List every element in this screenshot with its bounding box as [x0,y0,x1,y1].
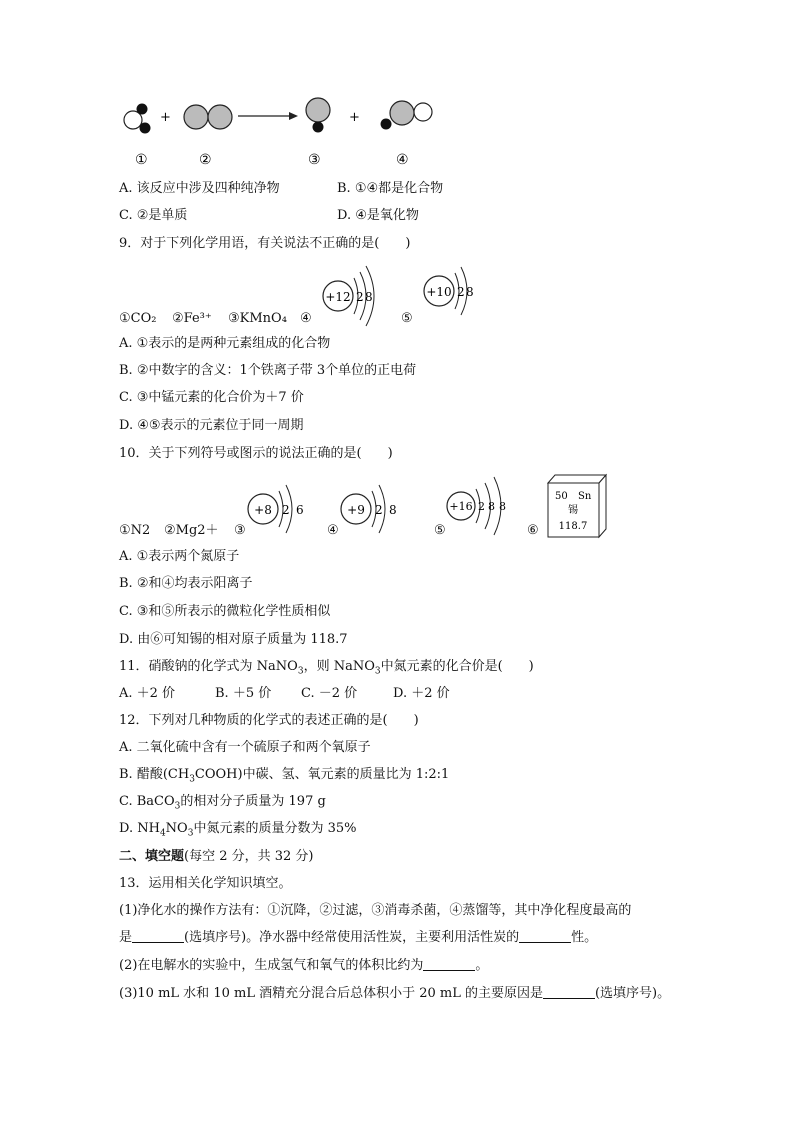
svg-text:+10: +10 [426,285,452,299]
svg-text:8: 8 [499,500,506,513]
q8-option-b: B. ①④都是化合物 [337,181,444,196]
q10-item-label-3: ③ [234,523,246,538]
q13-stem: 13．运用相关化学知识填空。 [119,876,292,891]
q10-element-card [548,475,606,537]
molecule-label-1: ① [135,152,148,168]
q10-atom-3 [248,485,304,533]
svg-text:锡: 锡 [568,505,578,516]
q11-option-c: C. －2 价 [301,686,358,701]
q13-part3: (3)10 mL 水和 10 mL 酒精充分混合后总体积小于 20 mL 的主要原因是 (选填序号)。 [119,986,671,1001]
q9-option-a: A. ①表示的是两种元素组成的化合物 [119,336,331,351]
q12-stem: 12．下列对几种物质的化学式的表述正确的是( ) [119,713,419,728]
q13-part1-line1: (1)净化水的操作方法有：①沉降，②过滤，③消毒杀菌，④蒸馏等，其中净化程度最高的 [119,903,632,918]
molecule-3 [306,98,330,133]
q8-option-a: A. 该反应中涉及四种纯净物 [119,181,280,196]
q13-part1-line2: 是 (选填序号)。净水器中经常使用活性炭，主要利用活性炭的 性。 [119,930,598,945]
q10-item-mg: ②Mg2＋ [164,523,219,538]
section-2-heading: 二、填空题(每空 2 分，共 32 分) [119,849,314,864]
q11-option-b: B. ＋5 价 [215,686,272,701]
q11-option-d: D. ＋2 价 [393,686,450,701]
svg-text:2: 2 [457,285,465,299]
q9-atom-5 [424,267,474,315]
svg-text:+9: +9 [347,503,365,517]
svg-text:8: 8 [365,290,373,304]
svg-text:8: 8 [389,503,397,517]
q10-option-c: C. ③和⑤所表示的微粒化学性质相似 [119,604,331,619]
q10-stem: 10．关于下列符号或图示的说法正确的是( ) [119,446,393,461]
svg-text:+12: +12 [325,290,351,304]
svg-text:8: 8 [488,500,495,513]
q9-option-c: C. ③中锰元素的化合价为＋7 价 [119,390,304,405]
molecule-2 [184,105,232,129]
q9-option-d: D. ④⑤表示的元素位于同一周期 [119,418,304,433]
svg-text:2: 2 [478,500,485,513]
plus-sign-2: + [349,110,360,125]
svg-text:2: 2 [356,290,364,304]
q9-item-kmno4: ③KMnO₄ [228,311,287,326]
q12-option-d: D. $NH_4NO_3$中氮元素的质量分数为 35% [119,821,357,839]
molecule-label-4: ④ [396,152,409,168]
svg-text:118.7: 118.7 [558,521,588,532]
q8-option-d: D. ④是氧化物 [337,208,419,223]
q11-option-a: A. ＋2 价 [119,686,176,701]
svg-text:+8: +8 [254,503,272,517]
q9-option-b: B. ②中数字的含义：1个铁离子带 3个单位的正电荷 [119,363,417,378]
svg-text:8: 8 [466,285,474,299]
q10-item-label-6: ⑥ [527,523,539,538]
q11-stem: 11．硝酸钠的化学式为 NaNO$_3$，则 NaNO$_3$中氮元素的化合价是( ) [119,659,534,677]
q13-part2: (2)在电解水的实验中，生成氢气和氧气的体积比约为 。 [119,958,489,973]
plus-sign-1: + [160,110,171,125]
reaction-diagram [0,0,794,175]
q10-option-a: A. ①表示两个氮原子 [119,549,240,564]
q10-atom-4 [341,485,397,533]
q9-atom-4 [323,266,374,326]
q10-atom-5 [447,477,506,535]
q8-option-c: C. ②是单质 [119,208,188,223]
svg-text:6: 6 [296,503,304,517]
svg-text:2: 2 [282,503,290,517]
q12-option-b: B. 醋酸$(CH_3COOH)$中碳、氢、氧元素的质量比为 1:2:1 [119,767,450,785]
q10-item-label-4: ④ [327,523,339,538]
molecule-label-3: ③ [308,152,321,168]
q10-option-b: B. ②和④均表示阳离子 [119,576,253,591]
q10-item-label-5: ⑤ [434,523,446,538]
q9-atom-diagrams [0,262,794,342]
svg-text:50: 50 [555,491,568,502]
molecule-4 [381,101,433,130]
q9-item-fe: ②Fe³⁺ [172,311,212,326]
q9-item-label-5: ⑤ [401,311,413,326]
answer-blank[interactable] [132,930,184,943]
answer-blank[interactable] [519,930,571,943]
q9-stem: 9．对于下列化学用语，有关说法不正确的是( ) [119,236,411,251]
molecule-1 [124,104,151,134]
reaction-arrow [238,112,298,120]
q12-option-c: C. BaCO$_3$的相对分子质量为 197 g [119,794,326,812]
molecule-label-2: ② [199,152,212,168]
answer-blank[interactable] [543,986,595,999]
svg-text:2: 2 [375,503,383,517]
svg-text:+16: +16 [449,500,473,513]
q10-option-d: D. 由⑥可知锡的相对原子质量为 118.7 [119,632,348,647]
q12-option-a: A. 二氧化硫中含有一个硫原子和两个氧原子 [119,740,371,755]
q10-item-n2: ①N2 [119,523,151,538]
q9-item-label-4: ④ [300,311,312,326]
answer-blank[interactable] [423,958,475,971]
svg-text:Sn: Sn [578,491,592,502]
q9-item-co2: ①CO₂ [119,311,157,326]
